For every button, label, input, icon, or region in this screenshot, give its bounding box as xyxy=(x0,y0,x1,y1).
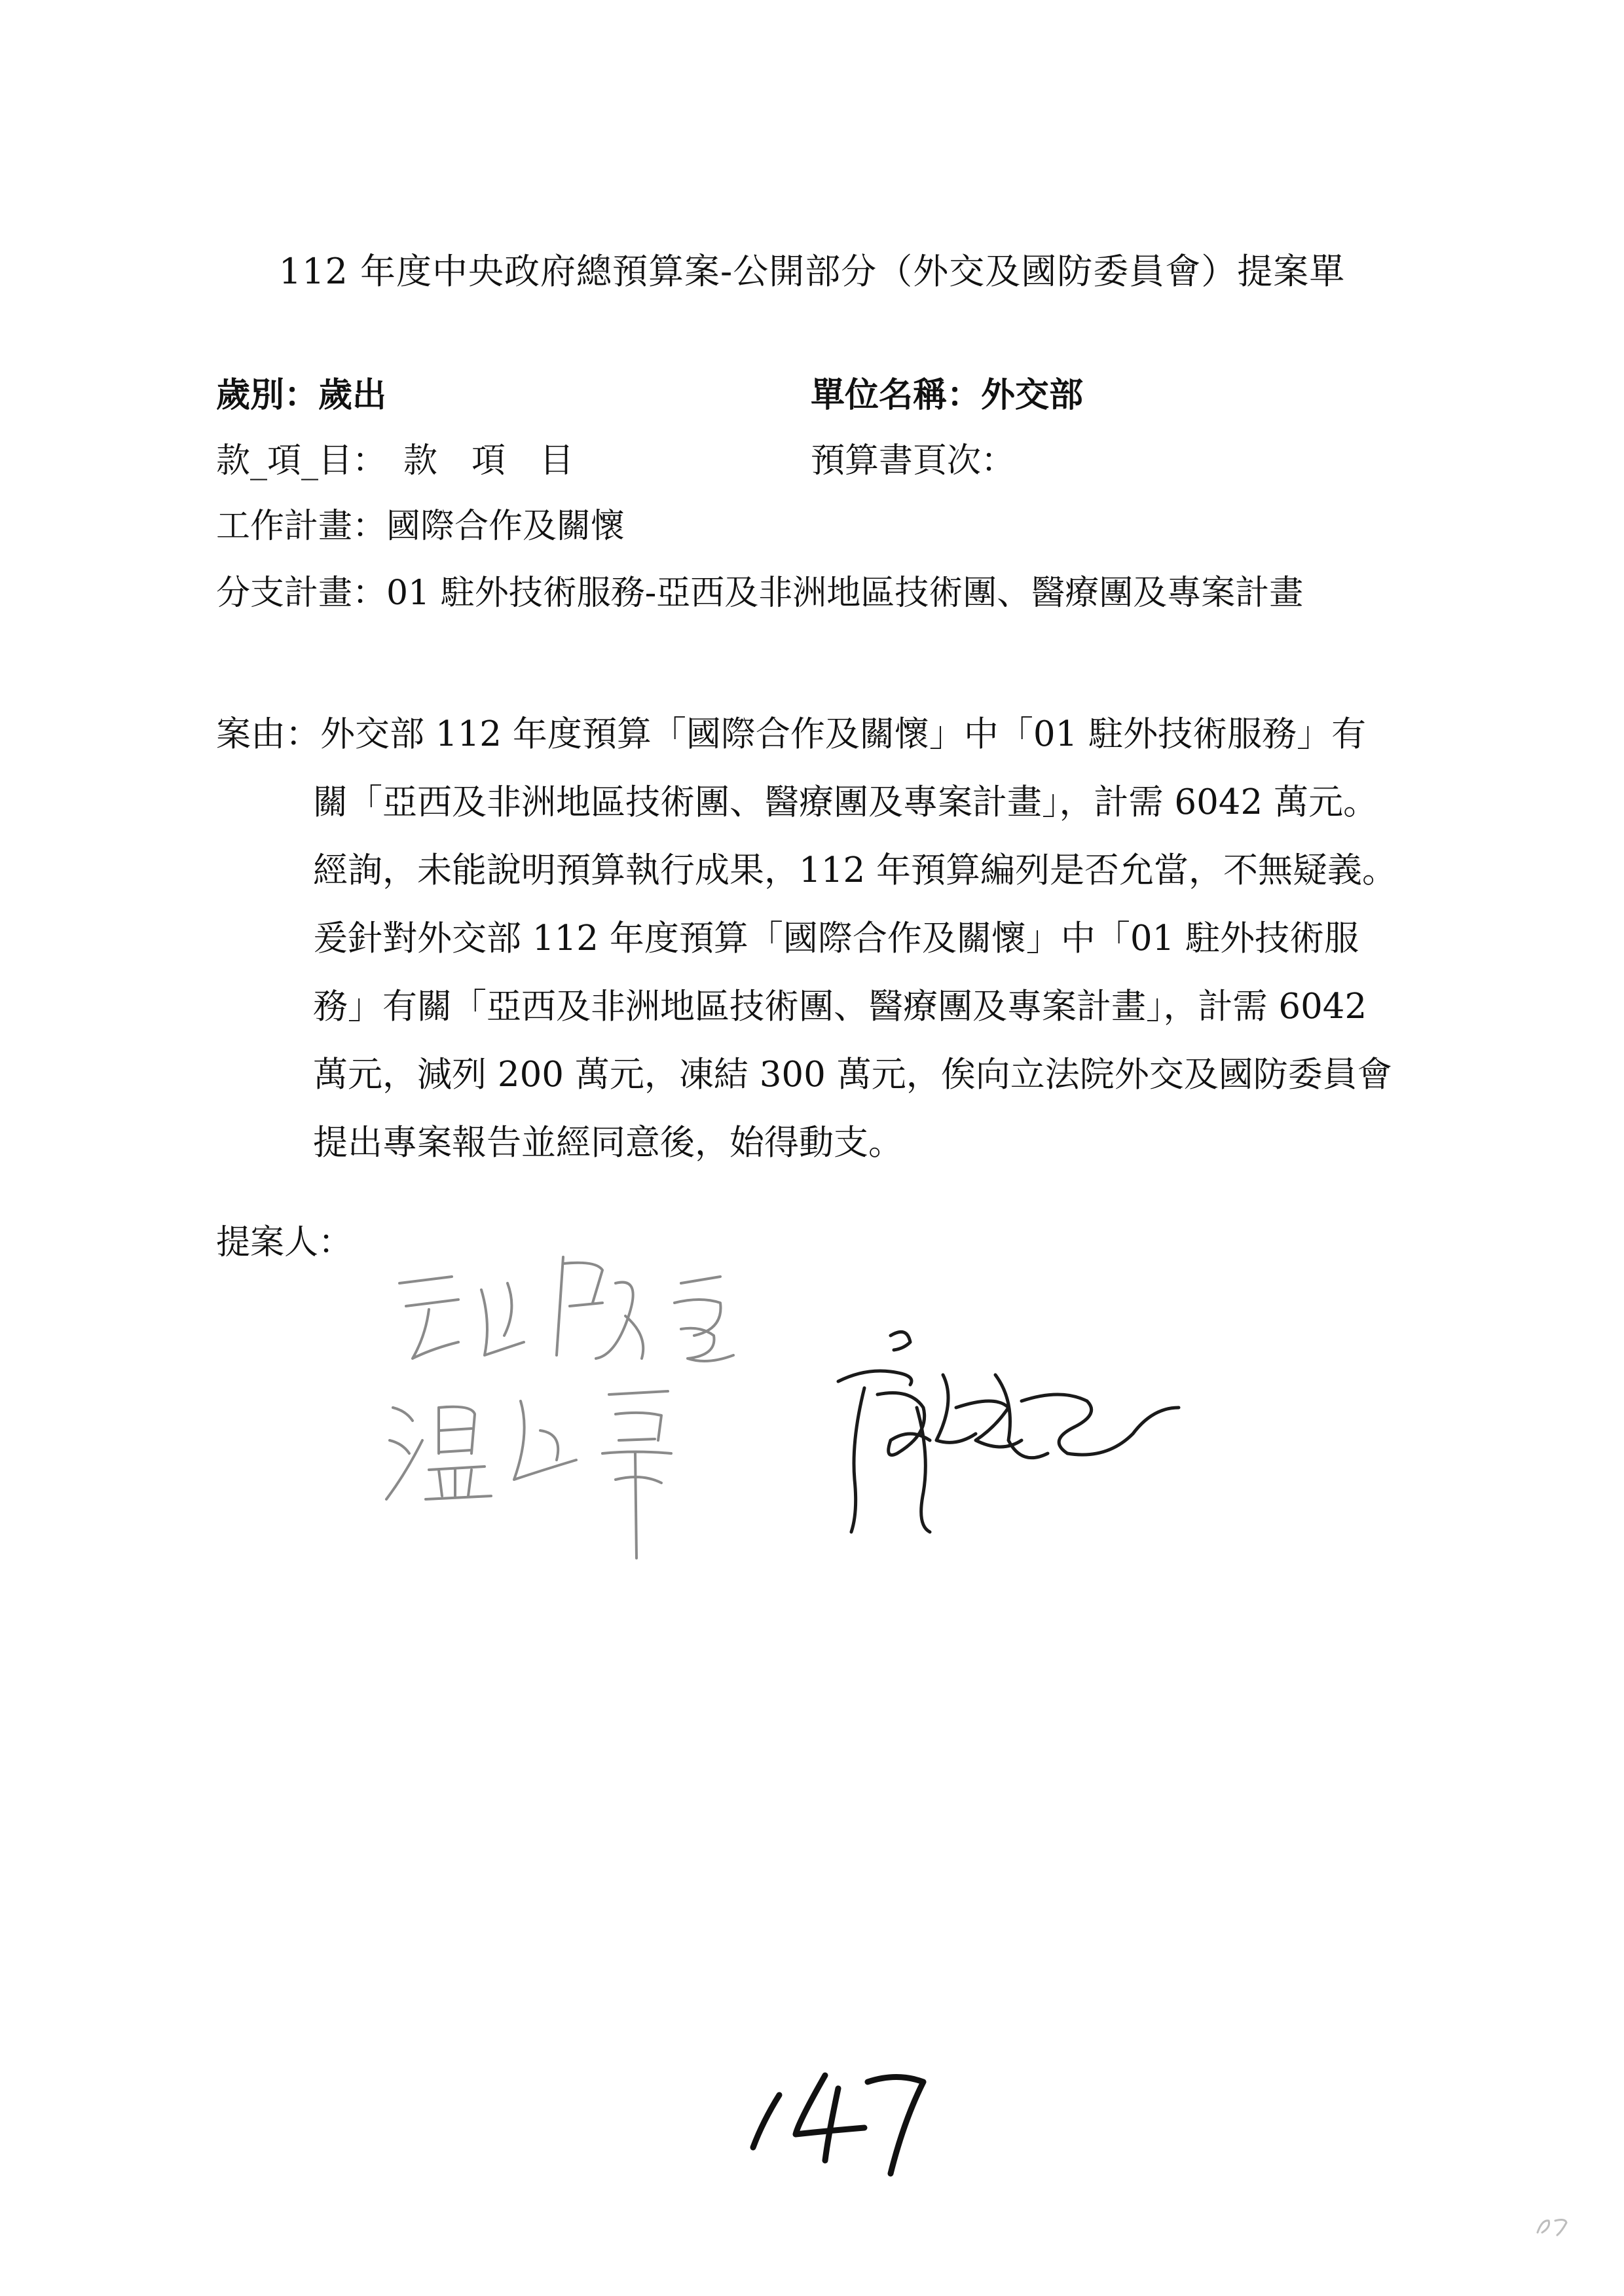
reason-block xyxy=(216,701,1447,1177)
signature-2 xyxy=(386,1391,671,1558)
handwritten-page-number xyxy=(727,2049,950,2180)
reason-line: 案由：外交部 112 年度預算「國際合作及關懷」中「01 駐外技術服務」有 xyxy=(216,714,1367,754)
sub-plan-field: 分支計畫：01 駐外技術服務-亞西及非洲地區技術團、醫療團及專案計畫 xyxy=(216,574,1304,613)
signature-1 xyxy=(399,1257,733,1361)
proposer-label: 提案人： xyxy=(216,1223,353,1262)
reason-line: 萬元，減列 200 萬元，凍結 300 萬元，俟向立法院外交及國防委員會 xyxy=(313,1055,1392,1095)
handwritten-signatures xyxy=(367,1244,1218,1611)
reason-line: 爰針對外交部 112 年度預算「國際合作及關懷」中「01 駐外技術服 xyxy=(313,919,1359,958)
reason-line: 提出專案報告並經同意後，始得動支。 xyxy=(313,1123,903,1163)
item-field: 款_項_目： 款 項 目 xyxy=(216,441,574,481)
reason-line: 經詢，未能說明預算執行成果，112 年預算編列是否允當，不無疑義。 xyxy=(313,850,1397,890)
category-field: 歲別：歲出 xyxy=(216,375,387,415)
signature-3 xyxy=(838,1332,1179,1532)
reason-line: 關「亞西及非洲地區技術團、醫療團及專案計畫」，計需 6042 萬元。 xyxy=(313,782,1378,822)
unit-field: 單位名稱：外交部 xyxy=(811,375,1084,415)
page-ref-field: 預算書頁次： xyxy=(811,441,1016,481)
corner-mark xyxy=(1532,2213,1572,2239)
work-plan-field: 工作計畫：國際合作及關懷 xyxy=(216,507,625,546)
reason-line: 務」有關「亞西及非洲地區技術團、醫療團及專案計畫」，計需 6042 xyxy=(313,987,1367,1027)
page-title: 112 年度中央政府總預算案-公開部分（外交及國防委員會）提案單 xyxy=(278,251,1346,292)
